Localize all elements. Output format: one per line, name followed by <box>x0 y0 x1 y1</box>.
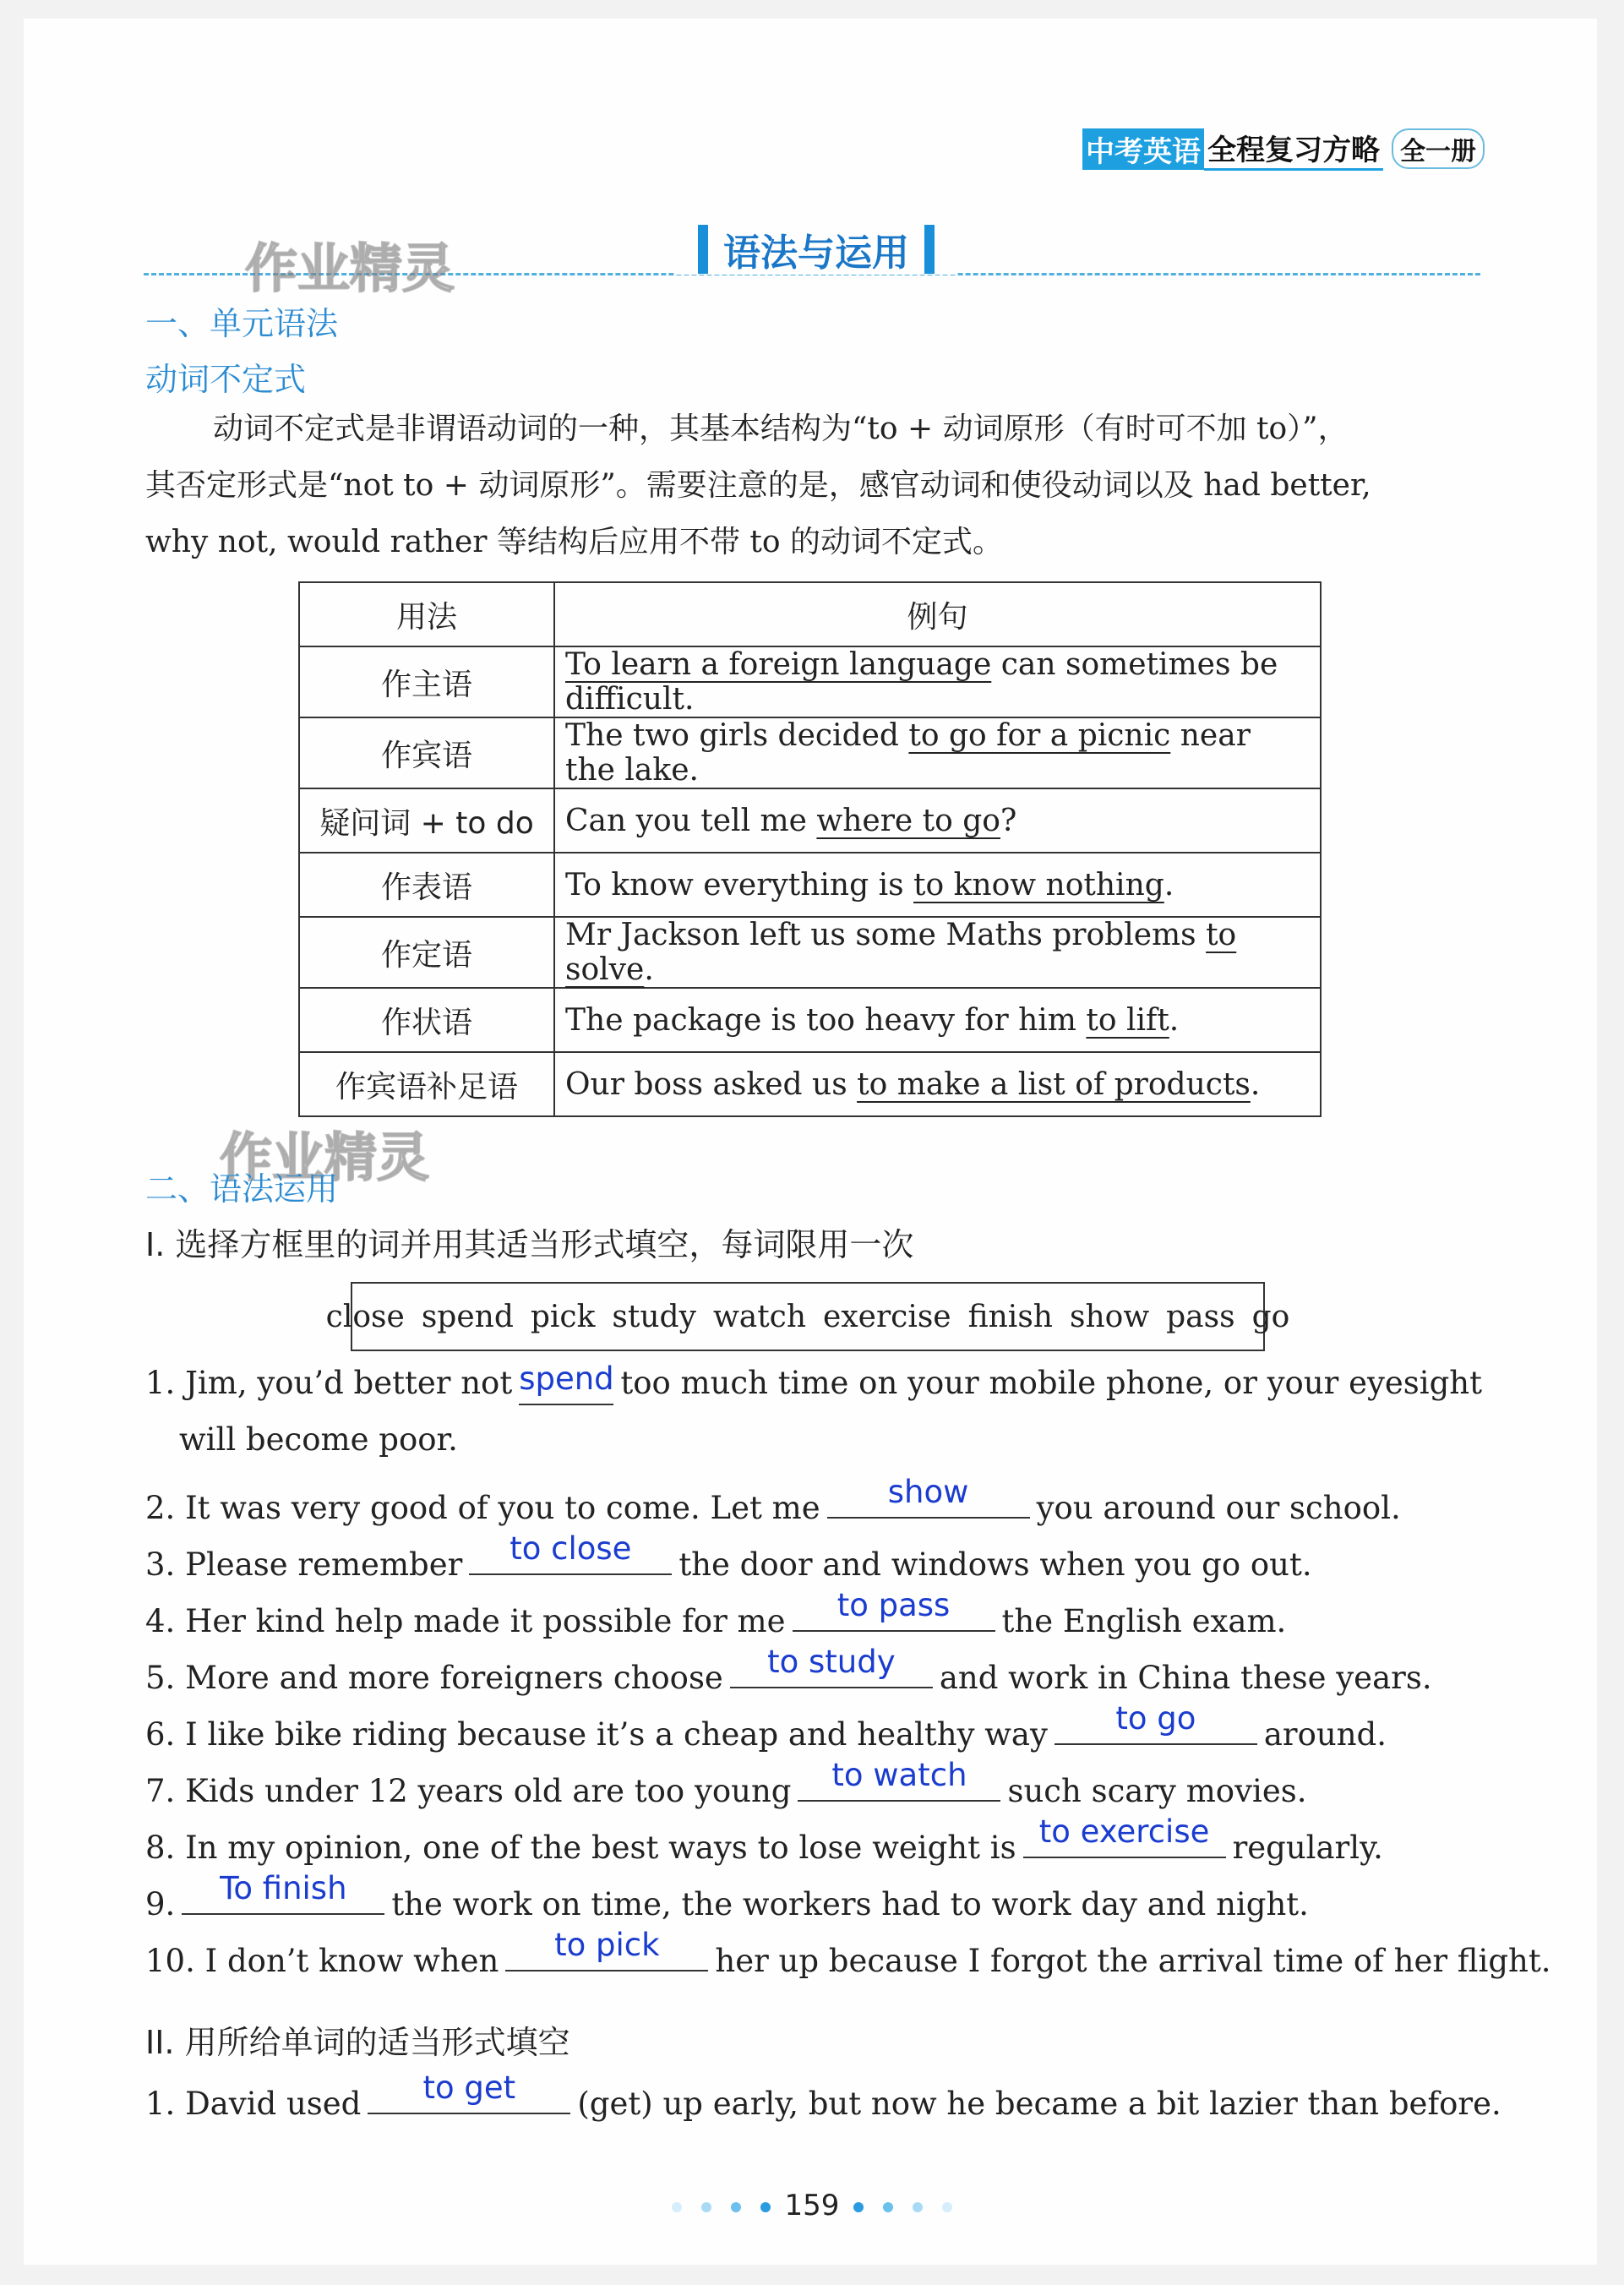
dot-decoration <box>942 2202 952 2212</box>
table-row <box>299 788 1321 853</box>
example-cell: Our boss asked us to make a list of products. <box>554 1052 1321 1116</box>
answer-blank[interactable] <box>827 1474 1030 1519</box>
usage-cell: 作状语 <box>299 988 554 1052</box>
usage-cell: 作定语 <box>299 917 554 988</box>
handwritten-answer: spend <box>519 1361 614 1397</box>
table-row <box>299 988 1321 1052</box>
section-title-text: 语法与运用 <box>723 232 909 275</box>
part2-question-1: 1. David used to get (get) up early, but now he became a bit lazier than before. <box>145 2070 1501 2122</box>
handwritten-answer: to pick <box>554 1927 660 1963</box>
infinitive-usage-table <box>298 581 1322 1117</box>
page-number: 159 <box>784 2189 840 2222</box>
example-cell: The two girls decided to go for a picnic near the lake. <box>554 717 1321 788</box>
part1-title: I. 选择方框里的词并用其适当形式填空，每词限用一次 <box>145 1226 914 1263</box>
unit-grammar-heading: 一、单元语法 <box>145 305 339 342</box>
word-option: go <box>1251 1299 1290 1334</box>
dot-decoration <box>913 2202 923 2212</box>
word-option: close <box>325 1299 405 1334</box>
handwritten-answer: to go <box>1115 1700 1196 1737</box>
usage-cell: 作宾语 <box>299 717 554 788</box>
dot-decoration <box>760 2202 771 2212</box>
explanation-line-1: 动词不定式是非谓语动词的一种，其基本结构为“to + 动词原形（有时可不加 to）”， <box>213 412 1349 446</box>
title-bar-right <box>924 225 935 274</box>
word-option: watch <box>712 1299 807 1334</box>
table-row <box>299 1052 1321 1116</box>
word-option: pick <box>530 1299 596 1334</box>
part2-title: II. 用所给单词的适当形式填空 <box>145 2024 570 2061</box>
dot-decoration <box>853 2202 864 2212</box>
answer-blank[interactable] <box>505 1927 708 1971</box>
answer-blank[interactable] <box>730 1644 933 1688</box>
handwritten-answer: to watch <box>831 1757 967 1793</box>
usage-cell: 疑问词 + to do <box>299 788 554 853</box>
watermark: 作业精灵 <box>220 1126 430 1188</box>
table-row <box>299 717 1321 788</box>
answer-blank[interactable] <box>519 1361 614 1405</box>
grammar-use-heading: 二、语法运用 <box>145 1170 339 1208</box>
page-number-footer <box>0 2189 1624 2222</box>
brand-main: 全程复习方略 <box>1204 127 1383 171</box>
question-6: 6. I like bike riding because it’s a cheap and healthy way to go around. <box>145 1700 1387 1753</box>
word-option: spend <box>421 1299 514 1334</box>
explanation-line-2: 其否定形式是“not to + 动词原形”。需要注意的是，感官动词和使役动词以及 had better, <box>145 468 1371 503</box>
dot-decoration <box>672 2202 682 2212</box>
infinitive-subheading: 动词不定式 <box>145 361 307 398</box>
handwritten-answer: to study <box>767 1644 896 1680</box>
answer-blank[interactable] <box>182 1870 384 1915</box>
word-option: show <box>1069 1299 1150 1334</box>
handwritten-answer: To finish <box>220 1870 347 1906</box>
handwritten-answer: show <box>887 1474 969 1510</box>
table-row <box>299 646 1321 717</box>
answer-blank[interactable] <box>1023 1813 1226 1858</box>
handwritten-answer: to close <box>510 1530 632 1567</box>
table-row <box>299 917 1321 988</box>
explanation-line-3: why not, would rather 等结构后应用不带 to 的动词不定式。 <box>145 525 1003 559</box>
dot-decoration <box>883 2202 893 2212</box>
dot-decoration <box>731 2202 741 2212</box>
example-cell: Can you tell me where to go? <box>554 788 1321 853</box>
brand-highlight: 中考英语 <box>1082 128 1204 170</box>
example-cell: Mr Jackson left us some Maths problems to solve. <box>554 917 1321 988</box>
word-option: pass <box>1166 1299 1235 1334</box>
usage-cell: 作主语 <box>299 646 554 717</box>
grammar-explanation <box>145 401 1482 570</box>
answer-blank[interactable] <box>1055 1700 1257 1745</box>
answer-blank[interactable] <box>793 1587 995 1632</box>
handwritten-answer: to pass <box>837 1587 951 1623</box>
watermark: 作业精灵 <box>245 237 455 299</box>
answer-blank[interactable] <box>368 2070 570 2114</box>
answer-blank[interactable] <box>469 1530 672 1575</box>
answer-blank[interactable] <box>798 1757 1000 1802</box>
question-4: 4. Her kind help made it possible for me to pass the English exam. <box>145 1587 1287 1639</box>
section-title <box>676 224 956 275</box>
question-5: 5. More and more foreigners choose to study and work in China these years. <box>145 1644 1432 1696</box>
question-8: 8. In my opinion, one of the best ways to lose weight is to exercise regularly. <box>145 1813 1383 1866</box>
question-3: 3. Please remember to close the door and windows when you go out. <box>145 1530 1312 1583</box>
example-cell: To know everything is to know nothing. <box>554 853 1321 917</box>
handwritten-answer: to exercise <box>1038 1813 1210 1850</box>
question-7: 7. Kids under 12 years old are too young to watch such scary movies. <box>145 1757 1307 1809</box>
example-cell: The package is too heavy for him to lift. <box>554 988 1321 1052</box>
usage-cell: 作宾语补足语 <box>299 1052 554 1116</box>
table-header-row <box>299 582 1321 646</box>
question-10: 10. I don’t know when to pick her up because I forgot the arrival time of her flight. <box>145 1927 1551 1979</box>
word-box <box>325 1282 1290 1351</box>
book-brand-header <box>1082 127 1485 171</box>
header-usage: 用法 <box>299 582 554 646</box>
example-cell: To learn a foreign language can sometimes be difficult. <box>554 646 1321 717</box>
handwritten-answer: to get <box>422 2070 516 2106</box>
usage-cell: 作表语 <box>299 853 554 917</box>
question-1-continuation: will become poor. <box>179 1421 458 1458</box>
question-2: 2. It was very good of you to come. Let me show you around our school. <box>145 1474 1401 1526</box>
brand-volume: 全一册 <box>1392 128 1485 169</box>
question-1: 1. Jim, you’d better not spend too much time on your mobile phone, or your eyesight <box>145 1365 1482 1405</box>
title-bar-left <box>698 225 708 274</box>
header-example: 例句 <box>554 582 1321 646</box>
word-option: finish <box>967 1299 1053 1334</box>
table-row <box>299 853 1321 917</box>
question-9: 9. To finish the work on time, the workers had to work day and night. <box>145 1870 1309 1922</box>
word-option: study <box>612 1299 696 1334</box>
dot-decoration <box>701 2202 711 2212</box>
word-option: exercise <box>823 1299 951 1334</box>
